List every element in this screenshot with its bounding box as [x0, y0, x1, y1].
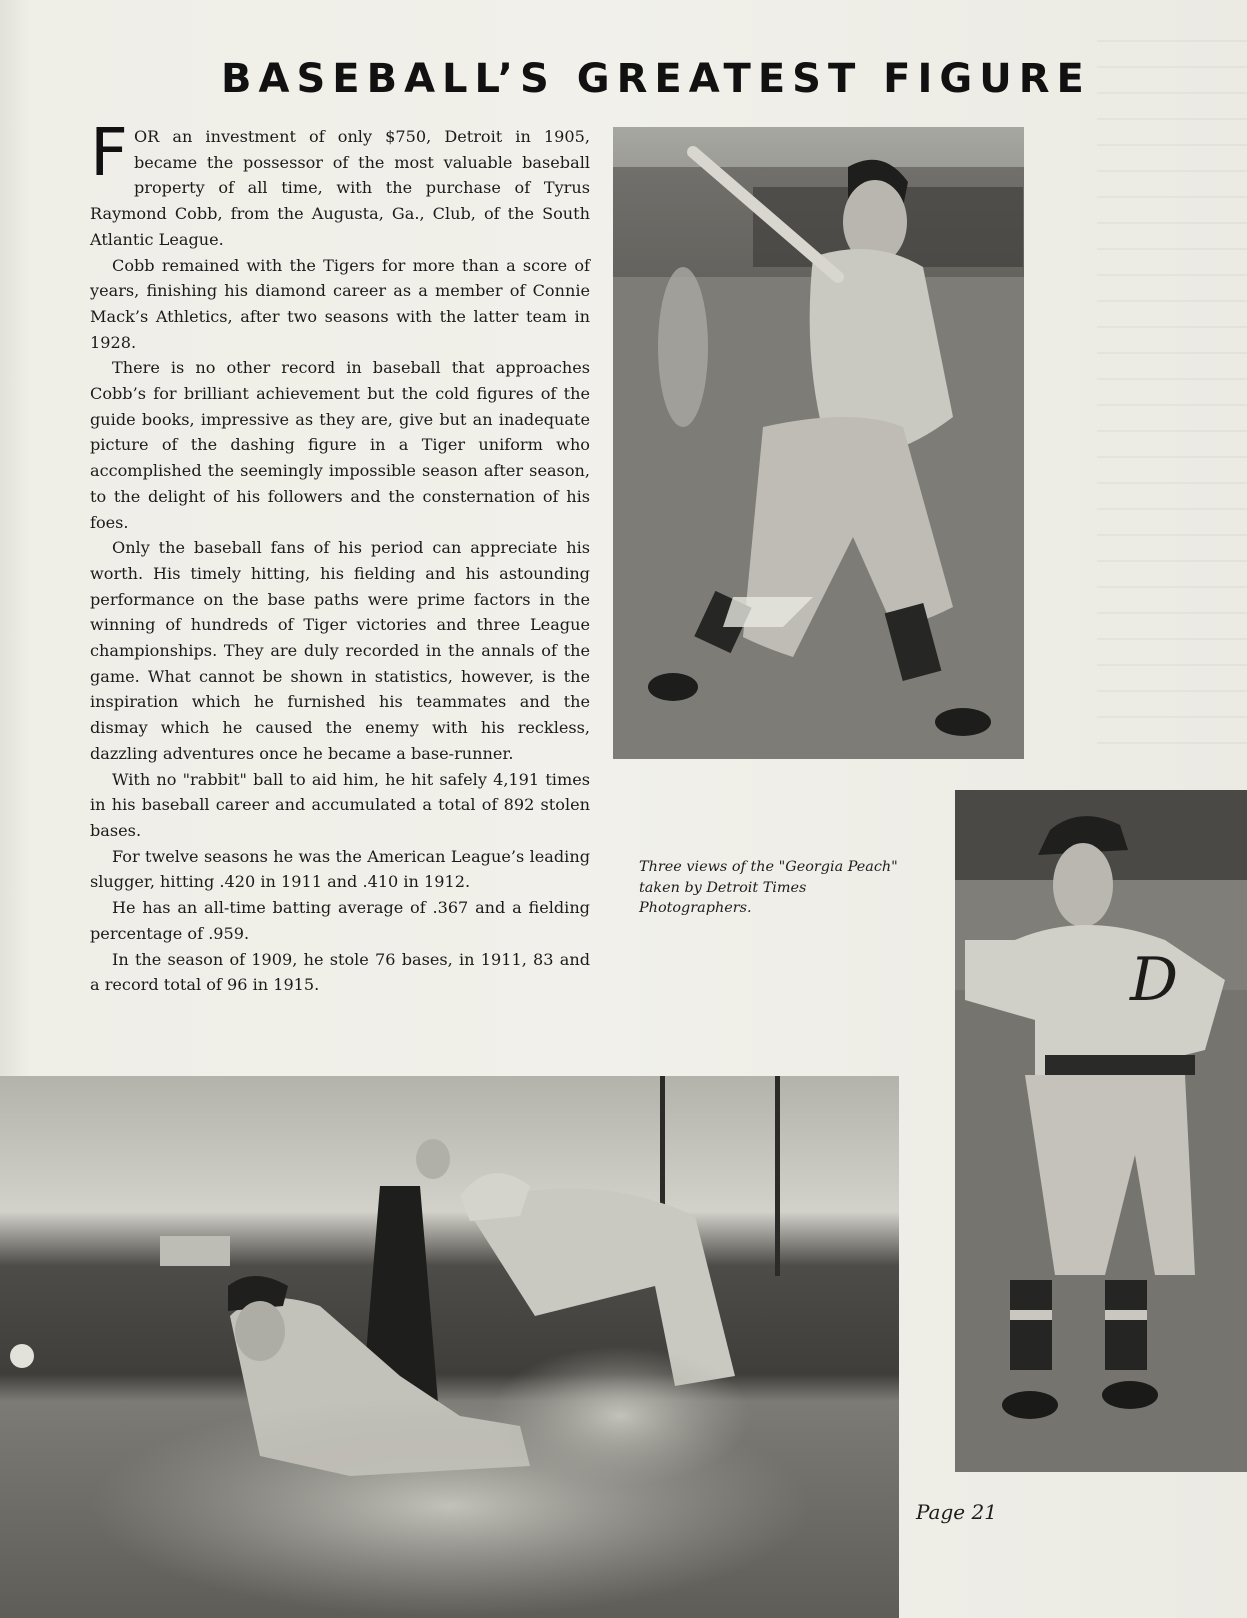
article-paragraph-4: Only the baseball fans of his period can appreciate his worth. His timely hitting, his fielding and his astounding performance on the base paths were prime factors in the winning of hundreds of Tiger victories and three League championships. They are duly recorded in the annals of the game. What cannot be shown in statistics, however, is the inspiration which he furnished his teammates and the dismay which he caused the enemy with his reckless, dazzling adventures once he became a base-runner. [90, 538, 590, 763]
svg-text:D: D [1130, 945, 1179, 1015]
photo-caption: Three views of the "Georgia Peach" taken by Detroit Times Photographers. [639, 859, 898, 916]
bleed-through-text [1097, 40, 1247, 760]
article-paragraph-3: There is no other record in baseball that approaches Cobb’s for brilliant achievement but the cold figures of the guide books, impressive as they are, give but an inadequate picture of the dashing figure in a Tiger uniform who accomplished the seemingly impossible season after season, to the delight of his followers and the consternation of his foes. [90, 358, 590, 532]
article-paragraph-5: With no "rabbit" ball to aid him, he hit safely 4,191 times in his baseball career and accumulated a total of 892 stolen bases. [90, 769, 590, 840]
article-paragraph-2: Cobb remained with the Tigers for more than a score of years, finishing his diamond career as a member of Connie Mack’s Athletics, after two seasons with the latter team in 1928. [90, 255, 590, 352]
article-body [90, 114, 590, 998]
page-number: Page 21 [916, 1500, 997, 1524]
photo-sliding [0, 1076, 899, 1618]
article-paragraph-8: In the season of 1909, he stole 76 bases, in 1911, 83 and a record total of 96 in 1915. [90, 949, 590, 995]
drop-cap: F [90, 114, 128, 191]
paragraph-text: OR an investment of only $750, Detroit in 1905, became the possessor of the most valuable baseball property of all time, with the purchase of Tyrus Raymond Cobb, from the Augusta, Ga., Club, of the South Atlantic League. [90, 127, 590, 249]
page-title: BASEBALL’S GREATEST FIGURE [221, 56, 1091, 102]
photo-batting [613, 127, 1024, 759]
article-paragraph-1 [90, 114, 590, 253]
photo-standing [955, 790, 1247, 1472]
article-paragraph-7: He has an all-time batting average of .367 and a fielding percentage of .959. [90, 898, 590, 943]
article-paragraph-6: For twelve seasons he was the American League’s leading slugger, hitting .420 in 1911 and .410 in 1912. [90, 846, 590, 892]
